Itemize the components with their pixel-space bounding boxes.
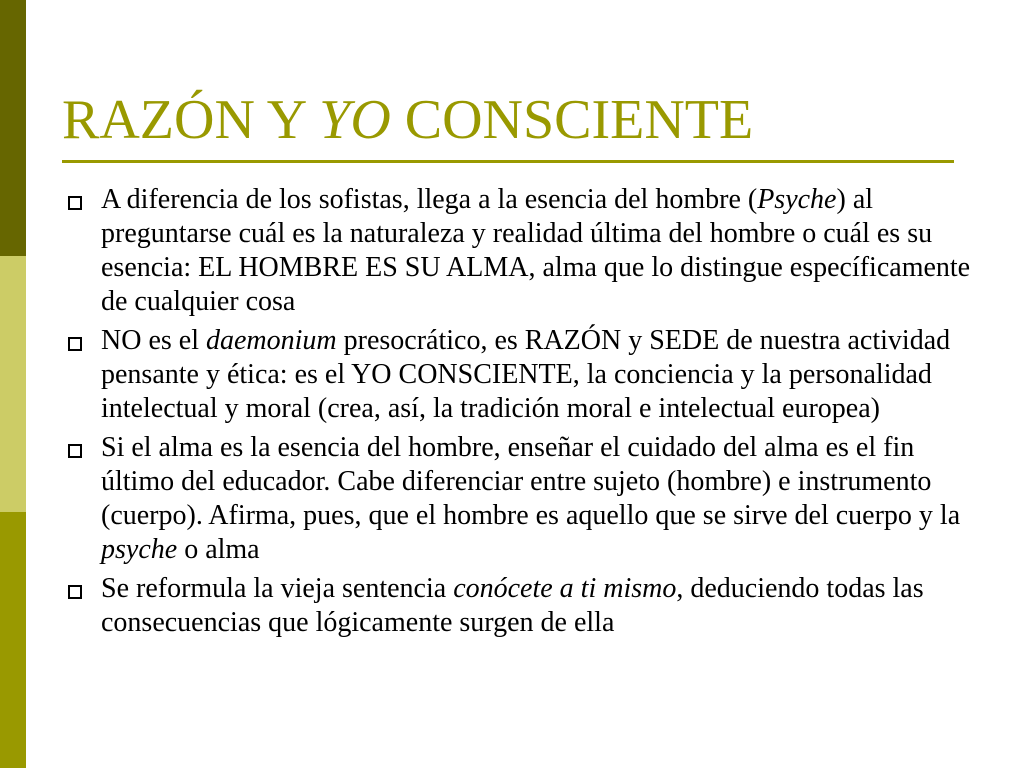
text-run: Se reformula la vieja sentencia [101, 573, 454, 604]
italic-run: Psyche [757, 184, 837, 215]
bullet-item [62, 183, 982, 319]
side-bar-middle [0, 256, 26, 512]
italic-run: conócete a ti mismo [453, 573, 677, 604]
italic-run: daemonium [205, 325, 337, 356]
bullet-text [101, 184, 970, 317]
bullet-item [62, 572, 982, 640]
text-run: NO es el [101, 325, 206, 356]
square-bullet-icon [68, 585, 82, 599]
text-run: o alma [177, 534, 260, 565]
text-run: ) al preguntarse cuál es la naturaleza y realidad última del hombre o cuál es su esencia: EL HOMBRE ES SU ALMA, alma que lo distingue específicamente de cualquier cosa [101, 184, 971, 317]
slide-title [62, 80, 753, 160]
title-suffix: CONSCIENTE [390, 89, 754, 151]
square-bullet-icon [68, 337, 82, 351]
title-italic: YO [319, 89, 391, 151]
text-run: Si el alma es la esencia del hombre, enseñar el cuidado del alma es el fin último del educador. Cabe diferenciar entre sujeto (hombre) e instrumento (cuerpo). Afirma, pues, que el hombre es aquello que se sirve del cuerpo y la [101, 432, 961, 531]
side-bar-bottom [0, 512, 26, 768]
bullet-text [101, 325, 950, 424]
text-run: presocrático, es RAZÓN y SEDE de nuestra actividad pensante y ética: es el YO CONSCIENTE, la conciencia y la personalidad intelectual y moral (crea, así, la tradición moral e intelectual europea) [101, 325, 951, 424]
bullet-item [62, 431, 982, 567]
bullet-text [101, 573, 924, 638]
text-run: , deduciendo todas las consecuencias que lógicamente surgen de ella [101, 573, 924, 638]
title-prefix: RAZÓN Y [62, 89, 320, 151]
italic-run: psyche [101, 534, 178, 565]
bullet-list [62, 183, 982, 645]
bullet-text [101, 432, 960, 565]
square-bullet-icon [68, 444, 82, 458]
side-bar-top [0, 0, 26, 256]
text-run: A diferencia de los sofistas, llega a la esencia del hombre ( [101, 184, 758, 215]
square-bullet-icon [68, 196, 82, 210]
title-underline [62, 160, 954, 163]
bullet-item [62, 324, 982, 426]
